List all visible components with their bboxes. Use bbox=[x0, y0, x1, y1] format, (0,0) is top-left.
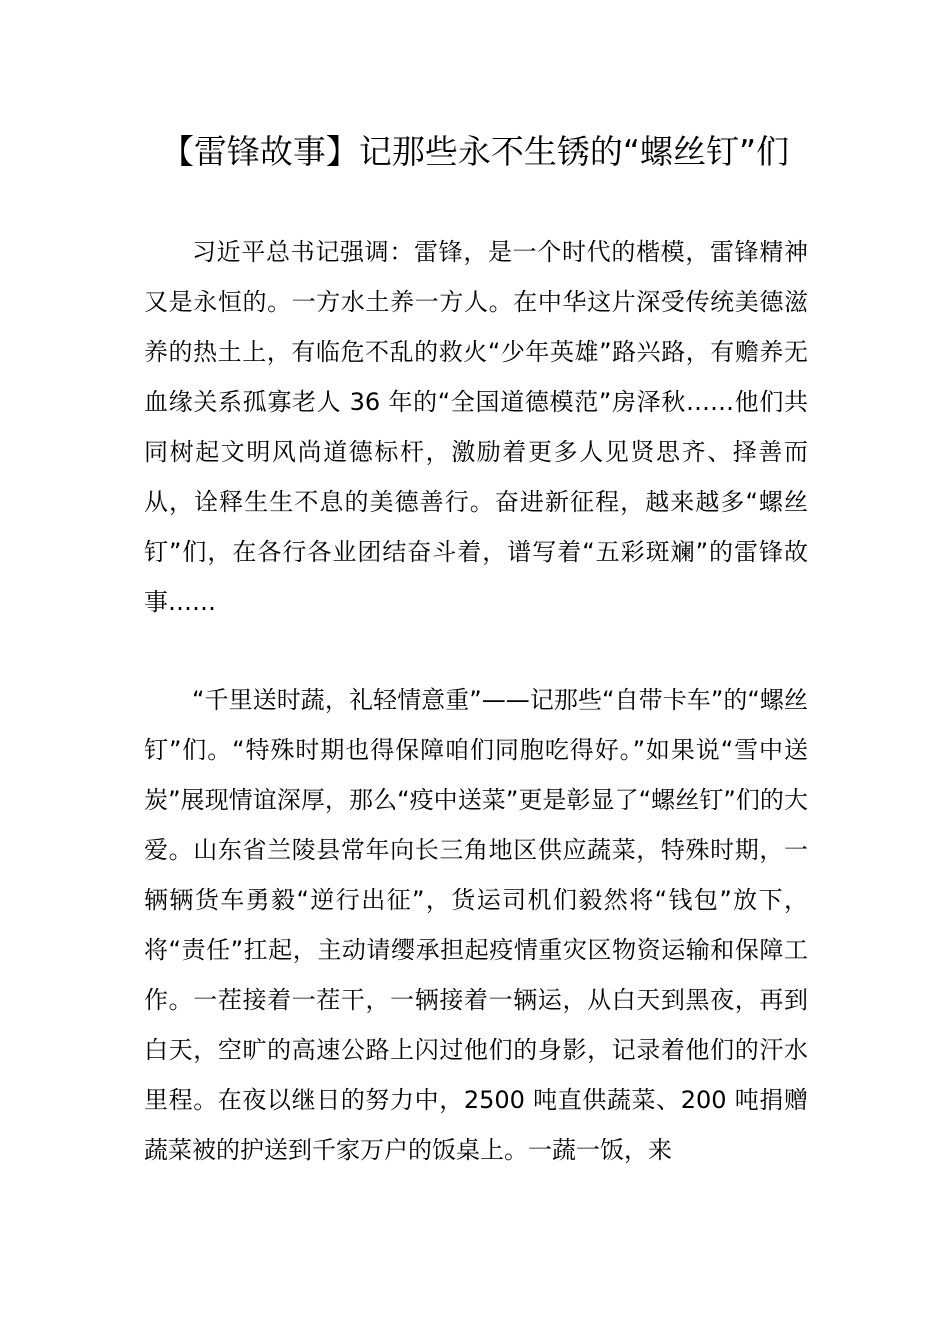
paragraph-vegetable-delivery: “千里送时蔬，礼轻情意重”——记那些“自带卡车”的“螺丝钉”们。“特殊时期也得保障咱们同胞吃得好。”如果说“雪中送炭”展现情谊深厚，那么“疫中送菜”更是彰显了“螺丝钉”们的大爱。山东省兰陵县常年向长三角地区供应蔬菜，特殊时期，一辆辆货车勇毅“逆行出征”，货运司机们毅然将“钱包”放下，将“责任”扛起，主动请缨承担起疫情重灾区物资运输和保障工作。一茬接着一茬干，一辆接着一辆运，从白天到黑夜，再到白天，空旷的高速公路上闪过他们的身影，记录着他们的汗水里程。在夜以继日的努力中，2500 吨直供蔬菜、200 吨捐赠蔬菜被的护送到千家万户的饭桌上。一蔬一饭，来 bbox=[144, 686, 808, 1164]
document-title: 【雷锋故事】记那些永不生锈的“螺丝钉”们 bbox=[160, 132, 790, 171]
paragraph-intro: 习近平总书记强调：雷锋，是一个时代的楷模，雷锋精神又是永恒的。一方水土养一方人。在中华这片深受传统美德滋养的热土上，有临危不乱的救火“少年英雄”路兴路，有赡养无血缘关系孤寡老人 36 年的“全国道德模范”房泽秋……他们共同树起文明风尚道德标杆，激励着更多人见贤思齐、择善而从，诠释生生不息的美德善行。奋进新征程，越来越多“螺丝钉”们，在各行各业团结奋斗着，谱写着“五彩斑斓”的雷锋故事…… bbox=[144, 238, 808, 616]
